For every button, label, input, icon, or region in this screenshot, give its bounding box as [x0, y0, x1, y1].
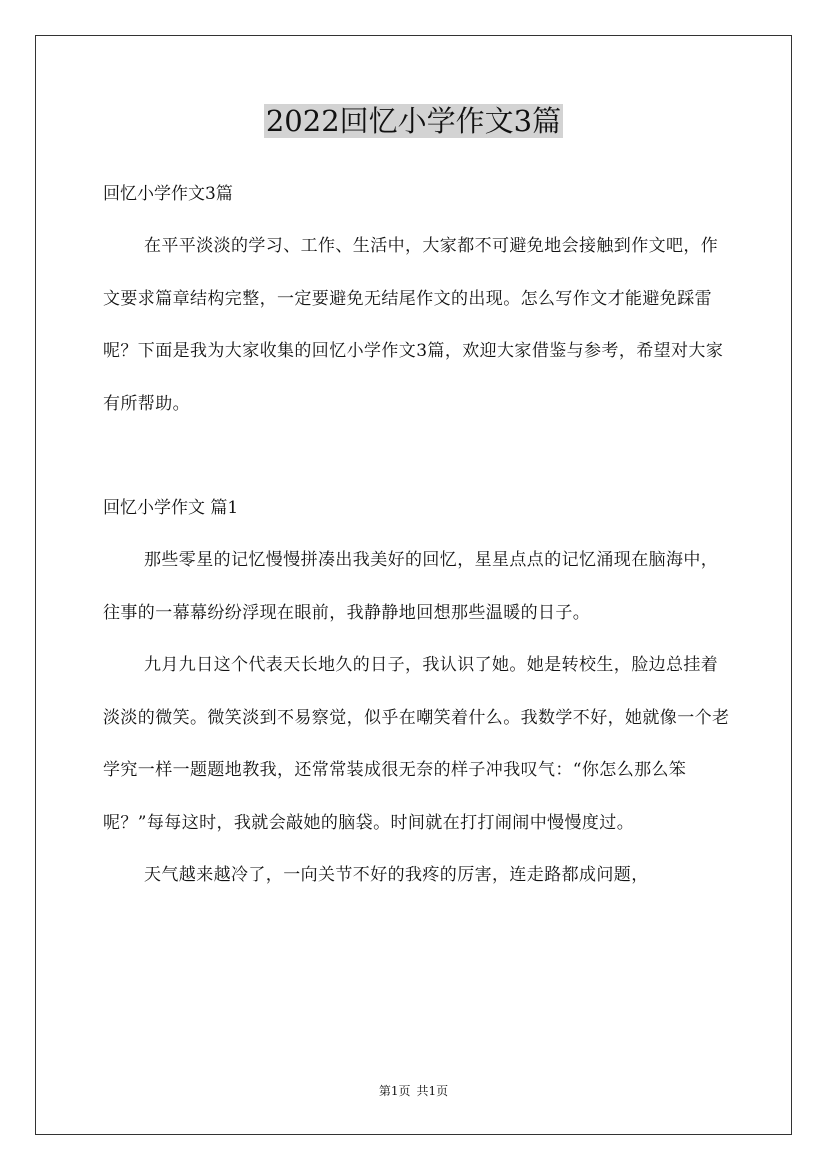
document-title: [0, 100, 827, 142]
document-body: [103, 168, 735, 902]
section-heading: 回忆小学作文 篇1: [103, 498, 239, 518]
document-subtitle: 回忆小学作文3篇: [103, 184, 233, 204]
paragraph: 九月九日这个代表天长地久的日子，我认识了她。她是转校生，脸边总挂着淡淡的微笑。微笑淡到不易察觉，似乎在嘲笑着什么。我数学不好，她就像一个老学究一样一题题地教我，还常常装成很无奈的样子冲我叹气：“你怎么那么笨呢？”每每这时，我就会敲她的脑袋。时间就在打打闹闹中慢慢度过。: [103, 655, 730, 833]
total-pages: 共1页: [416, 1084, 449, 1098]
paragraph: 那些零星的记忆慢慢拼凑出我美好的回忆，星星点点的记忆涌现在脑海中，往事的一幕幕纷纷浮现在眼前，我静静地回想那些温暖的日子。: [103, 550, 719, 623]
document-title-text: 2022回忆小学作文3篇: [265, 104, 562, 138]
page-number: 第1页: [378, 1084, 411, 1098]
paragraph: 天气越来越冷了，一向关节不好的我疼的厉害，连走路都成问题，: [144, 865, 649, 885]
page-footer: [0, 1083, 827, 1099]
intro-paragraph: 在平平淡淡的学习、工作、生活中，大家都不可避免地会接触到作文吧，作文要求篇章结构完整，一定要避免无结尾作文的出现。怎么写作文才能避免踩雷呢？下面是我为大家收集的回忆小学作文3篇，欢迎大家借鉴与参考，希望对大家有所帮助。: [103, 236, 724, 414]
